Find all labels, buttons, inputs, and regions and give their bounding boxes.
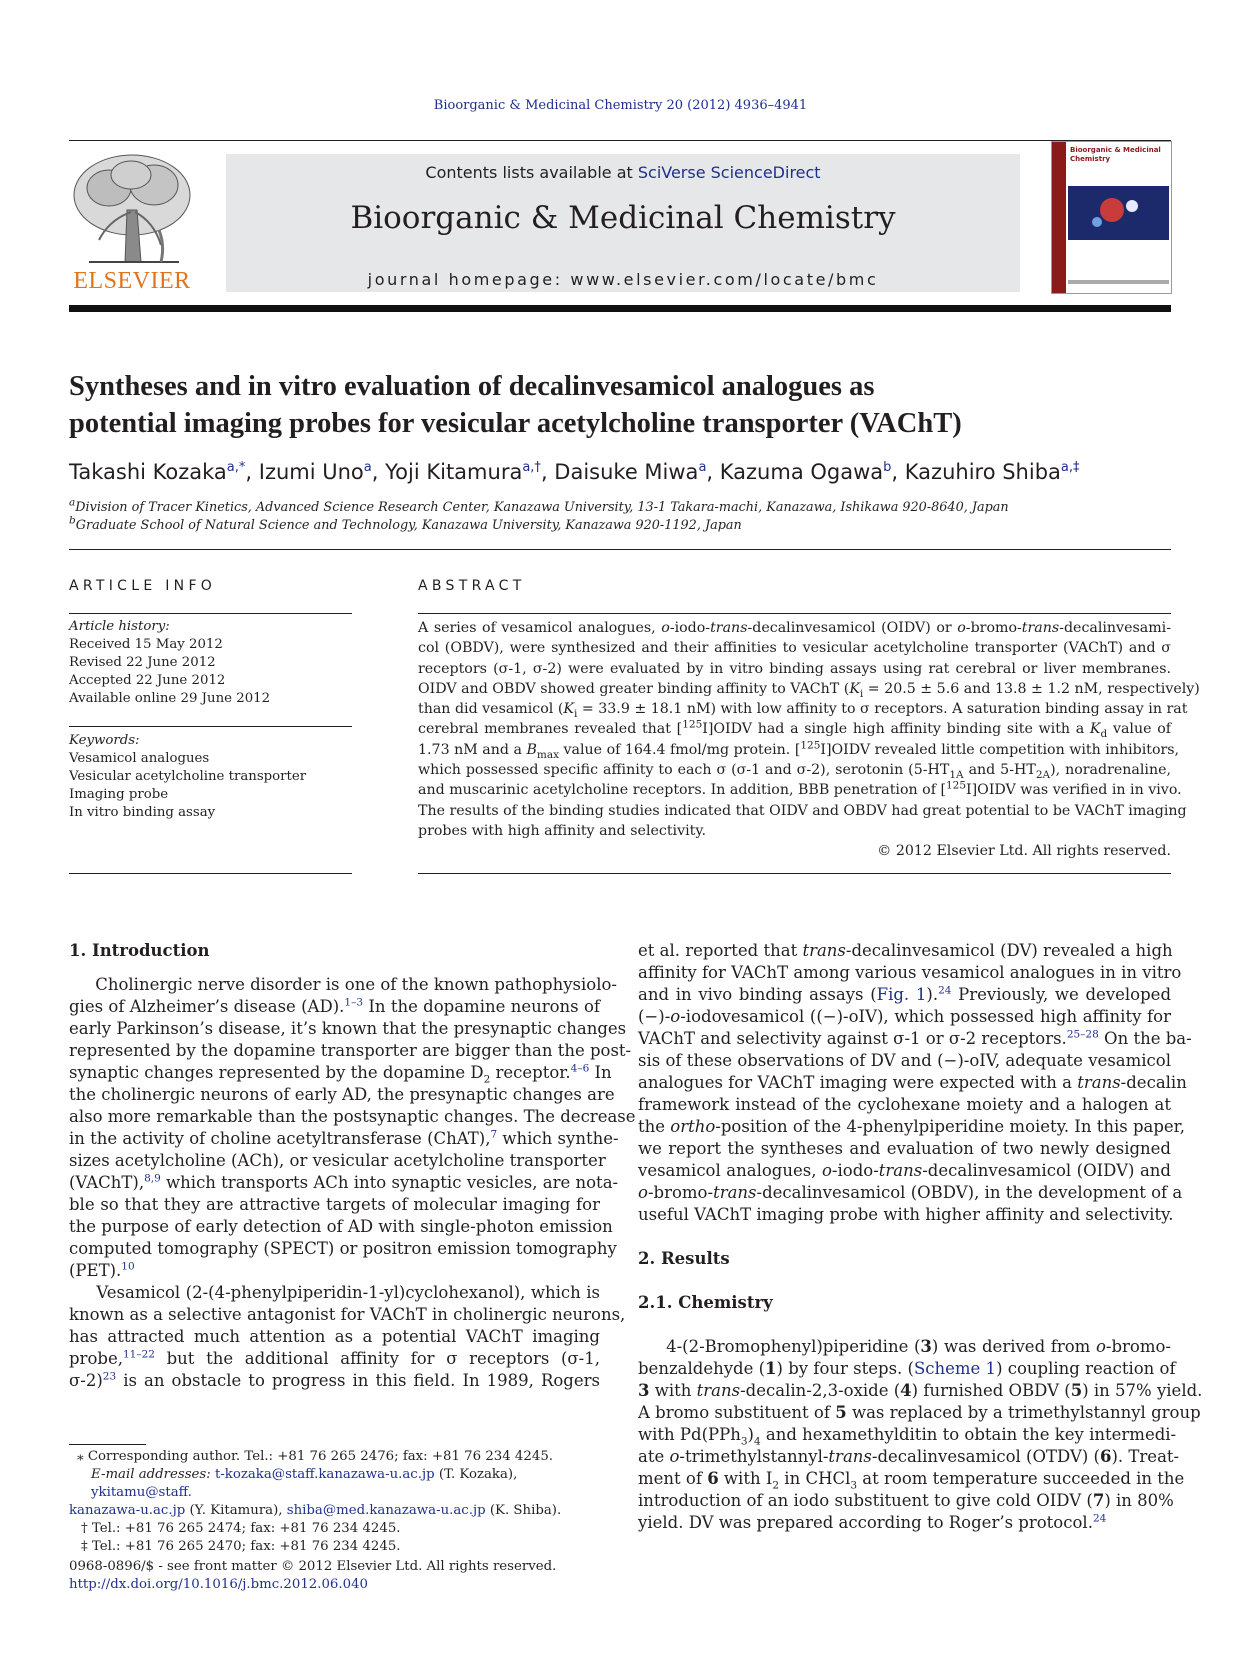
divider xyxy=(69,726,352,727)
section-heading: 1. Introduction xyxy=(69,941,210,960)
footnote-divider xyxy=(69,1444,146,1445)
divider xyxy=(418,873,1171,874)
author-name[interactable]: Yoji Kitamura xyxy=(385,460,523,484)
journal-cover[interactable] xyxy=(1051,141,1172,294)
history-label: Article history: xyxy=(69,619,170,634)
doi-link[interactable]: http://dx.doi.org/10.1016/j.bmc.2012.06.040 xyxy=(69,1577,368,1592)
elsevier-wordmark: ELSEVIER xyxy=(73,268,191,294)
keyword: Vesamicol analogues xyxy=(69,751,210,766)
footnote-dagger: † Tel.: +81 76 265 2474; fax: +81 76 234 4245. xyxy=(81,1521,401,1536)
email-link-continued[interactable]: kanazawa-u.ac.jp xyxy=(69,1503,186,1518)
author-list: Takashi Kozaka$^{a,*}$, Izumi Uno$^a$, Yoji Kitamura$^{a,\dagger}$, Daisuke Miwa$^a$, Kazuma Ogawa$^b$, Kazuhiro Shiba$^{a,\ddagger}$ xyxy=(69,460,1080,484)
author-affiliation-mark[interactable]: a xyxy=(698,460,707,475)
author-name[interactable]: Takashi Kozaka xyxy=(69,460,227,484)
article-info-heading: ARTICLE INFO xyxy=(69,578,217,594)
keywords xyxy=(69,732,352,822)
author-name[interactable]: Kazuhiro Shiba xyxy=(904,460,1061,484)
issn-line: 0968-0896/$ - see front matter © 2012 Elsevier Ltd. All rights reserved. xyxy=(69,1559,557,1574)
copyright: © 2012 Elsevier Ltd. All rights reserved. xyxy=(877,843,1171,860)
author-affiliation-mark[interactable]: a,† xyxy=(522,460,541,475)
top-divider xyxy=(69,140,1171,141)
abstract-body: A series of vesamicol analogues, o-iodo-trans-decalinvesamicol (OIDV) or o-bromo-trans-decalinvesami- col (OBDV), were synthesized and their affinities to vesicular acetylcholine transporter (VAChT) and σ receptors (σ-1, σ-2) were evaluated by in vitro binding assays using rat cerebral or liver membranes. OIDV and OBDV showed greater binding affinity to VAChT ($K_i = 20.5 \pm 5.6$ and 13.8 ± 1.2 nM, respectively) than did vesamicol ($K_i = 33.9 \pm 18.1$ nM) with low affinity to σ receptors. A saturation binding assay in rat cerebral membranes revealed that [$^{125}$I]OIDV had a single high affinity binding site with a $K_d$ value of 1.73 nM and a $B_{max}$ value of 164.4 fmol/mg protein. [$^{125}$I]OIDV revealed little competition with inhibitors, which possessed specific affinity to each σ (σ-1 and σ-2), serotonin ($5-HT_{1A}$ and $5-HT_{2A}$), noradrenaline, and muscarinic acetylcholine receptors. In addition, BBB penetration of [$^{125}$I]OIDV was verified in in vivo. The results of the binding studies indicated that OIDV and OBDV had great potential to be VAChT imaging probes with high affinity and selectivity. © 2012 Elsevier Ltd. All rights reserved. xyxy=(418,618,1171,862)
cover-title: Bioorganic & Medicinal Chemistry xyxy=(1070,146,1161,163)
email-owner: (T. Kozaka), xyxy=(438,1467,518,1482)
title-line-2: potential imaging probes for vesicular acetylcholine transporter (VAChT) xyxy=(69,408,962,439)
divider xyxy=(418,613,1171,614)
email-label: E-mail addresses: xyxy=(91,1467,211,1482)
email-owner: (Y. Kitamura), xyxy=(189,1503,283,1518)
affiliation-mark: b xyxy=(69,514,76,527)
journal-citation[interactable]: Bioorganic & Medicinal Chemistry 20 (2012) 4936–4941 xyxy=(433,98,808,113)
keywords-label: Keywords: xyxy=(69,733,140,748)
footnotes xyxy=(69,1448,600,1556)
email-link[interactable]: shiba@med.kanazawa-u.ac.jp xyxy=(286,1503,486,1518)
contents-prefix: Contents lists available at xyxy=(425,163,638,182)
history-item: Revised 22 June 2012 xyxy=(69,655,216,670)
contents-line xyxy=(226,163,1020,182)
tree-icon xyxy=(69,150,195,268)
title-line-1: Syntheses and in vitro evaluation of decalinvesamicol analogues as xyxy=(69,371,875,402)
header-thick-divider xyxy=(69,305,1171,312)
author-name[interactable]: Daisuke Miwa xyxy=(554,460,699,484)
keyword: Vesicular acetylcholine transporter xyxy=(69,769,307,784)
divider xyxy=(69,873,352,874)
abstract-heading: ABSTRACT xyxy=(418,578,526,594)
affiliation-b xyxy=(69,514,742,533)
history-item: Accepted 22 June 2012 xyxy=(69,673,226,688)
article-history xyxy=(69,618,352,708)
footnote-emails xyxy=(69,1466,600,1502)
keyword: Imaging probe xyxy=(69,787,169,802)
front-matter xyxy=(69,1558,600,1594)
affiliation-a xyxy=(69,496,1009,515)
body-left-column: 1. Introduction Cholinergic nerve disorder is one of the known pathophysiolo- gies of Alzheimer’s disease (AD).$^{1-3}$ In the dopamine neurons of early Parkinson’s disease, it’s known that the presynaptic changes represented by the dopamine transporter are bigger than the post- synaptic changes represented by the dopamine $D_2$ receptor.$^{4-6}$ In the cholinergic neurons of early AD, the presynaptic changes are also more remarkable than the postsynaptic changes. The decrease in the activity of choline acetyltransferase (ChAT),$^7$ which synthe- sizes acetylcholine (ACh), or vesicular acetylcholine transporter (VAChT),$^{8,9}$ which transports ACh into synaptic vesicles, are nota- ble so that they are attractive targets of molecular imaging for the purpose of early detection of AD with single-photon emission computed tomography (SPECT) or positron emission tomography (PET).$^{10}$ Vesamicol (2-(4-phenylpiperidin-1-yl)cyclohexanol), which is known as a selective antagonist for VAChT in cholinergic neurons, has attracted much attention as a potential VAChT imaging probe,$^{11-22}$ but the additional affinity for σ receptors (σ-1, σ-2)$^{23}$ is an obstacle to progress in this field. In 1989, Rogers xyxy=(69,941,636,1390)
author-name[interactable]: Kazuma Ogawa xyxy=(719,460,884,484)
affiliation-divider xyxy=(69,549,1171,550)
footnote-double-dagger: ‡ Tel.: +81 76 265 2470; fax: +81 76 234 4245. xyxy=(81,1539,401,1554)
keyword: In vitro binding assay xyxy=(69,805,216,820)
email-owner: (K. Shiba). xyxy=(489,1503,562,1518)
author-affiliation-mark[interactable]: a,* xyxy=(226,460,246,475)
cover-image-icon xyxy=(1052,142,1171,293)
body-right-column: et al. reported that trans-decalinvesamicol (DV) revealed a high affinity for VAChT among various vesamicol analogues in in vitro and in vivo binding assays (Fig. 1).$^{24}$ Previously, we developed (−)-o-iodovesamicol ((−)-oIV), which possessed high affinity for VAChT and selectivity against σ-1 or σ-2 receptors.$^{25-28}$ On the ba- sis of these observations of DV and (−)-oIV, adequate vesamicol analogues for VAChT imaging were expected with a trans-decalin framework instead of the cyclohexane moiety and a halogen at the ortho-position of the 4-phenylpiperidine moiety. In this paper, we report the syntheses and evaluation of two newly designed vesamicol analogues, o-iodo-trans-decalinvesamicol (OIDV) and o-bromo-trans-decalinvesamicol (OBDV), in the development of a useful VAChT imaging probe with higher affinity and selectivity. 2. Results 2.1. Chemistry 4-(2-Bromophenyl)piperidine (3) was derived from o-bromo- benzaldehyde (1) by four steps. (Scheme 1) coupling reaction of 3 with trans-decalin-2,3-oxide (4) furnished OBDV (5) in 57% yield. A bromo substituent of 5 was replaced by a trimethylstannyl group with $Pd(PPh_3)_4$ and hexamethylditin to obtain the key intermedi- ate o-trimethylstannyl-trans-decalinvesamicol (OTDV) (6). Treat- ment of 6 with $I_2$ in CHCl$_3$ at room temperature succeeded in the introduction of an iodo substituent to give cold OIDV (7) in 80% yield. DV was prepared according to Roger’s protocol.$^{24}$ xyxy=(638,941,1203,1532)
affiliation-mark: a xyxy=(69,496,76,509)
history-item: Available online 29 June 2012 xyxy=(69,691,271,706)
author-name[interactable]: Izumi Uno xyxy=(258,460,364,484)
affiliation-text: Graduate School of Natural Science and Technology, Kanazawa University, Kanazawa 920-1192, Japan xyxy=(75,518,742,533)
journal-title: Bioorganic & Medicinal Chemistry xyxy=(350,200,896,236)
author-affiliation-mark[interactable]: a,‡ xyxy=(1060,460,1080,475)
journal-homepage-link[interactable]: journal homepage: www.elsevier.com/locate/bmc xyxy=(367,270,879,289)
subsection-heading: 2.1. Chemistry xyxy=(638,1293,773,1312)
article-title xyxy=(69,368,1169,442)
history-item: Received 15 May 2012 xyxy=(69,637,223,652)
footnote-emails-continued xyxy=(69,1502,600,1520)
email-link[interactable]: ykitamu@staff. xyxy=(91,1485,192,1500)
sciencedirect-link[interactable]: SciVerse ScienceDirect xyxy=(637,163,821,182)
footnote-corresponding: ⁎ Corresponding author. Tel.: +81 76 265 2476; fax: +81 76 234 4245. xyxy=(77,1449,553,1464)
elsevier-logo[interactable] xyxy=(69,150,195,295)
affiliation-text: Division of Tracer Kinetics, Advanced Science Research Center, Kanazawa University, 13-1 Takara-machi, Kanazawa, Ishikawa 920-8640, Japan xyxy=(75,500,1009,515)
email-link[interactable]: t-kozaka@staff.kanazawa-u.ac.jp xyxy=(214,1467,435,1482)
author-affiliation-mark[interactable]: a xyxy=(363,460,372,475)
section-heading: 2. Results xyxy=(638,1249,730,1268)
divider xyxy=(69,613,352,614)
author-affiliation-mark[interactable]: b xyxy=(883,460,892,475)
journal-banner xyxy=(226,154,1020,292)
